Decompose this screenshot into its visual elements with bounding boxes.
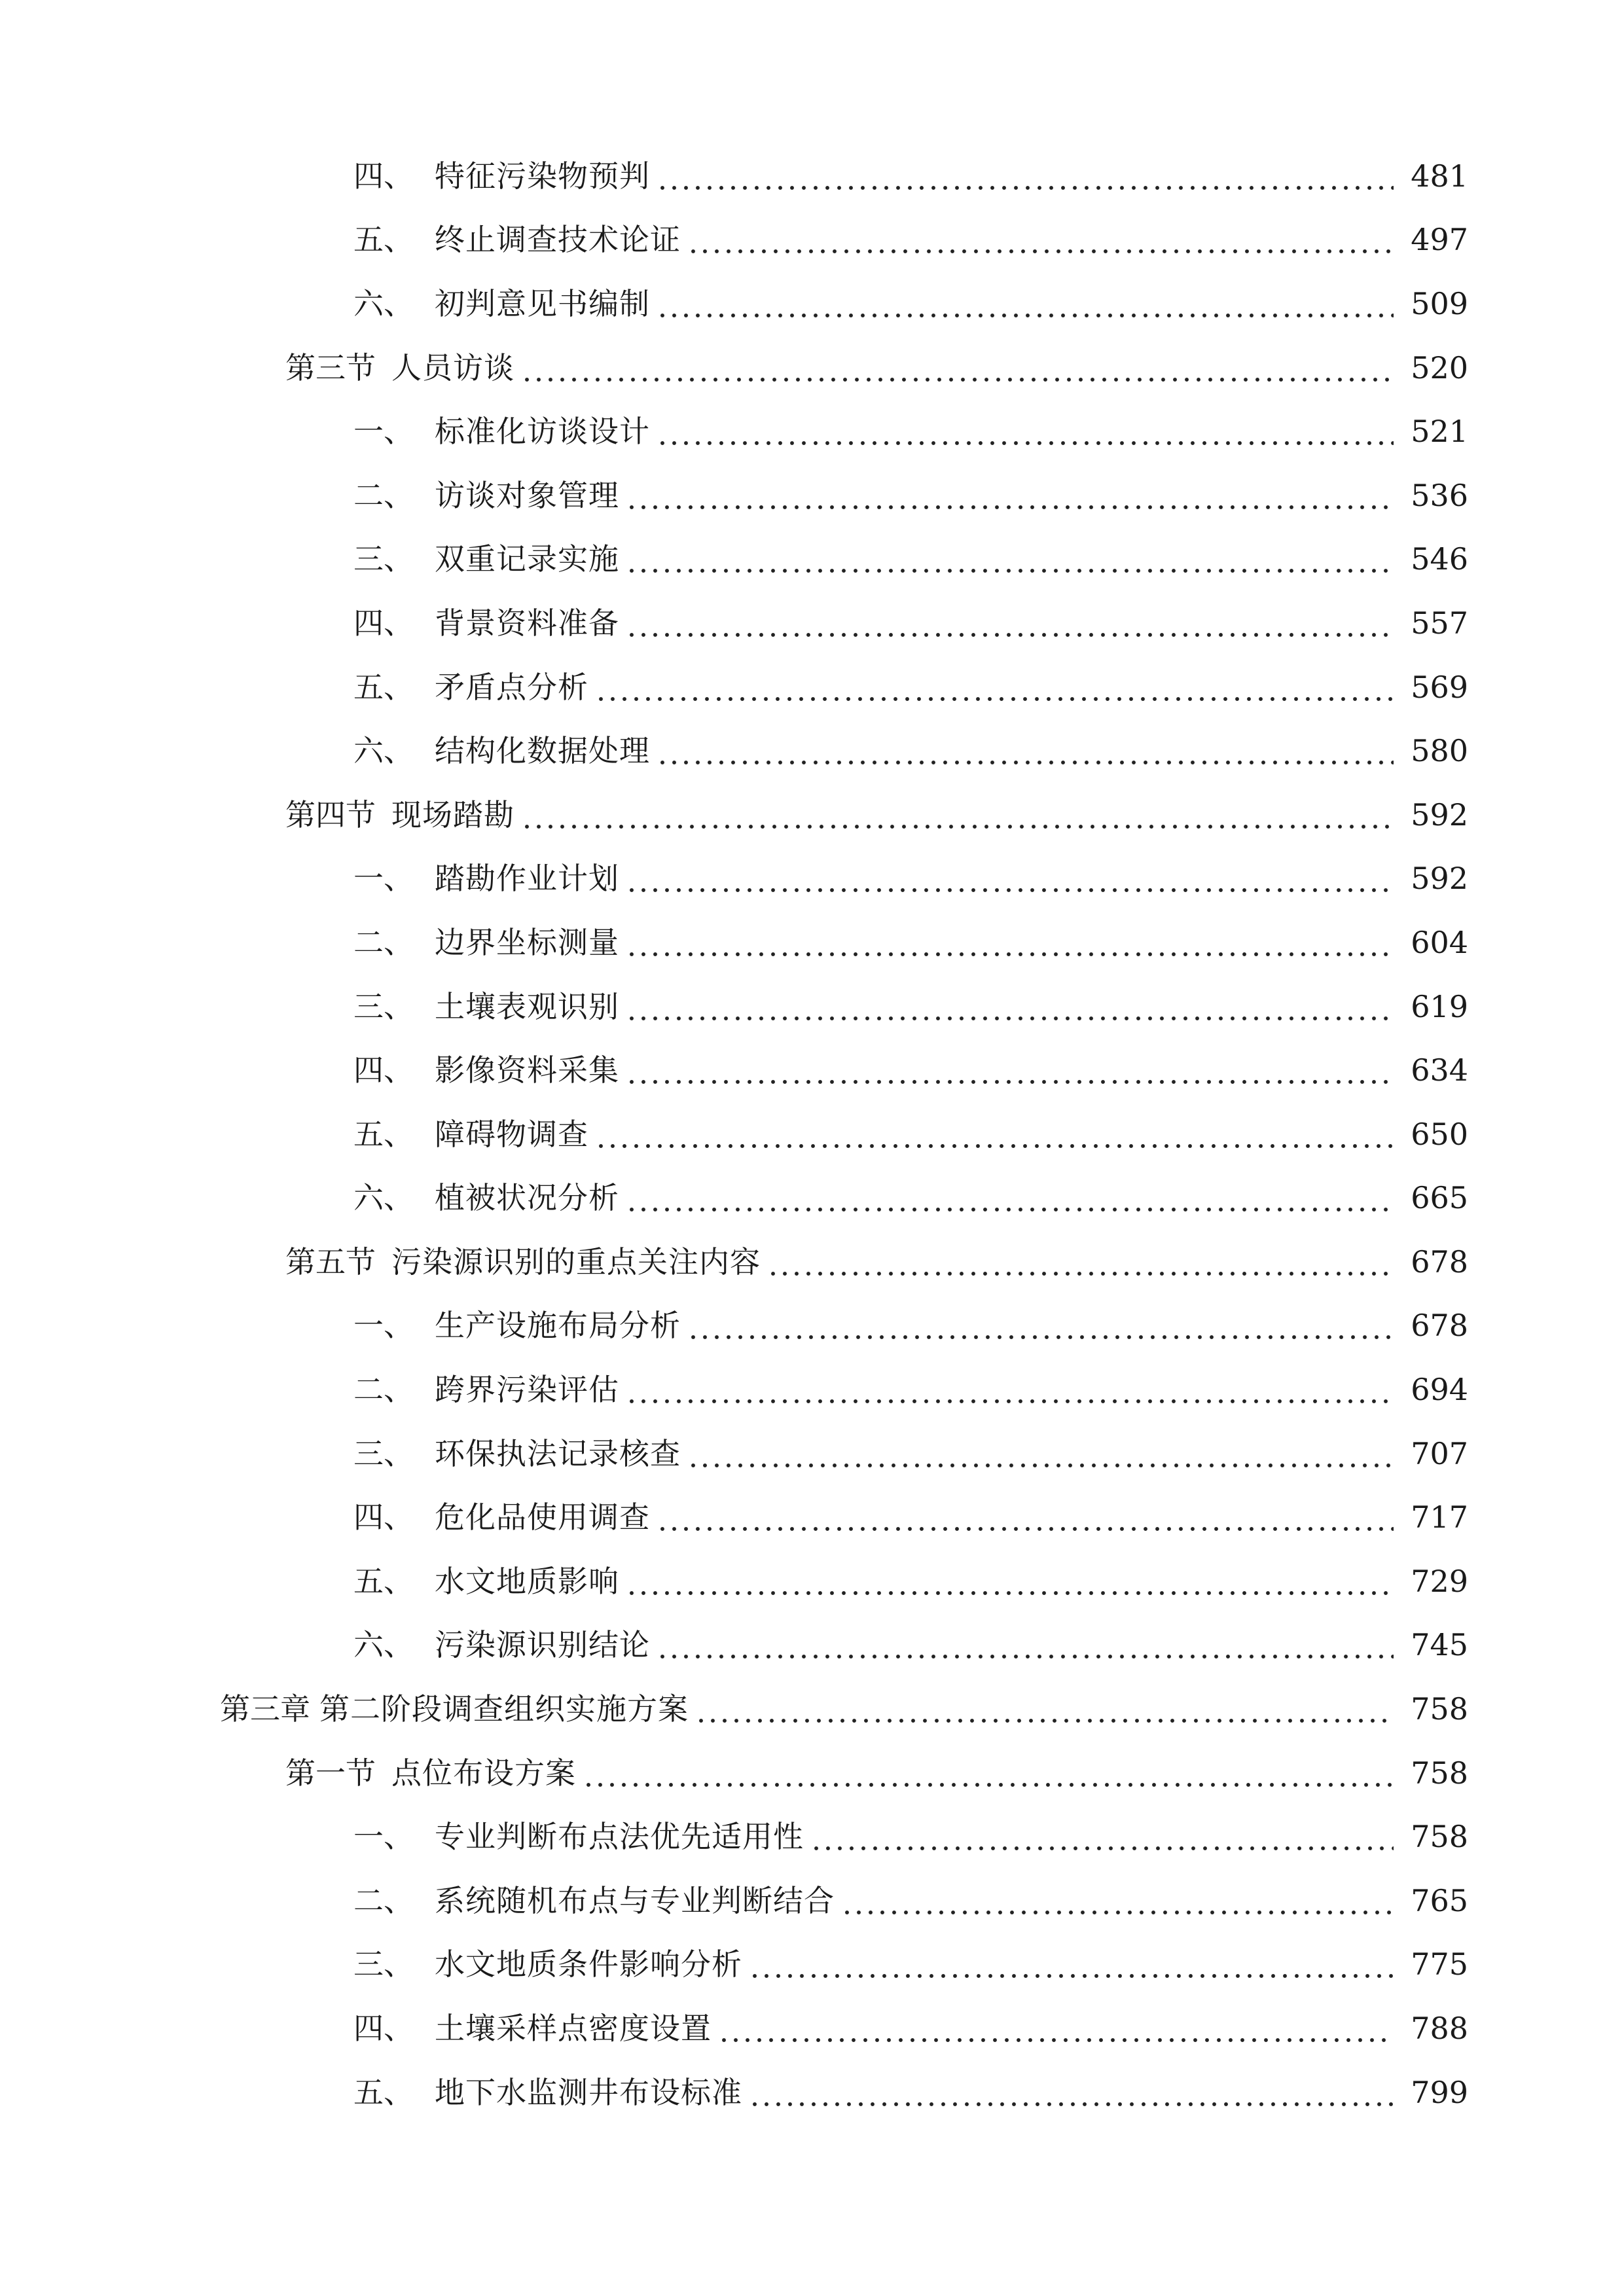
toc-entry[interactable] [0, 272, 1624, 336]
page-number: 707 [1411, 1435, 1468, 1471]
leader-dots [595, 1119, 1394, 1149]
page-number: 678 [1411, 1244, 1468, 1280]
entry-number: 三、 [353, 1435, 414, 1471]
page-number: 634 [1411, 1052, 1468, 1088]
page-number: 650 [1411, 1116, 1468, 1152]
page-number: 758 [1411, 1691, 1468, 1727]
entry-number: 五、 [353, 222, 414, 258]
entry-number: 三、 [353, 541, 414, 577]
leader-dots [626, 480, 1394, 511]
toc-entry[interactable] [0, 1485, 1624, 1549]
toc-entry[interactable] [0, 1357, 1624, 1422]
entry-label: 地下水监测井布设标准 [435, 2074, 742, 2110]
entry-number: 二、 [353, 1882, 414, 1918]
page-number: 546 [1411, 541, 1468, 577]
leader-dots [626, 863, 1394, 893]
leader-dots [626, 1566, 1394, 1596]
leader-dots [626, 1374, 1394, 1405]
page-number: 580 [1411, 733, 1468, 769]
entry-label: 水文地质影响 [435, 1563, 619, 1599]
entry-label: 结构化数据处理 [435, 733, 650, 769]
page-number: 520 [1411, 350, 1468, 386]
toc-entry[interactable] [0, 1996, 1624, 2060]
entry-number: 四、 [353, 1052, 414, 1088]
page-number: 775 [1411, 1946, 1468, 1982]
entry-number: 一、 [353, 861, 414, 897]
entry-label: 第二阶段调查组织实施方案 [319, 1691, 689, 1727]
page-number: 729 [1411, 1563, 1468, 1599]
page-number: 619 [1411, 988, 1468, 1024]
entry-number: 六、 [353, 285, 414, 321]
toc-entry[interactable] [0, 1038, 1624, 1102]
page-number: 758 [1411, 1819, 1468, 1855]
page-number: 799 [1411, 2074, 1468, 2110]
leader-dots [687, 1439, 1394, 1469]
leader-dots [583, 1758, 1394, 1788]
toc-entry[interactable] [0, 144, 1624, 208]
toc-entry[interactable] [0, 655, 1624, 719]
entry-label: 土壤表观识别 [435, 988, 619, 1024]
entry-number: 二、 [353, 1372, 414, 1408]
leader-dots [657, 416, 1394, 446]
toc-entry[interactable] [0, 719, 1624, 783]
page-number: 509 [1411, 285, 1468, 321]
page-number: 678 [1411, 1308, 1468, 1344]
leader-dots [521, 353, 1394, 383]
leader-dots [626, 1183, 1394, 1213]
leader-dots [687, 224, 1394, 255]
entry-number: 六、 [353, 733, 414, 769]
entry-label: 特征污染物预判 [435, 158, 650, 194]
entry-label: 现场踏勘 [391, 797, 514, 833]
leader-dots [810, 1821, 1394, 1852]
entry-label: 初判意见书编制 [435, 285, 650, 321]
table-of-contents [0, 144, 1624, 2124]
leader-dots [657, 736, 1394, 766]
leader-dots [657, 1630, 1394, 1660]
entry-label: 双重记录实施 [435, 541, 619, 577]
page-number: 758 [1411, 1755, 1468, 1791]
page-number: 717 [1411, 1499, 1468, 1535]
entry-label: 植被状况分析 [435, 1180, 619, 1216]
entry-label: 背景资料准备 [435, 605, 619, 641]
page-number: 788 [1411, 2011, 1468, 2047]
toc-entry[interactable] [0, 1166, 1624, 1230]
leader-dots [595, 672, 1394, 702]
toc-entry[interactable] [0, 1613, 1624, 1677]
leader-dots [626, 544, 1394, 574]
entry-number: 五、 [353, 1563, 414, 1599]
leader-dots [767, 1247, 1394, 1277]
entry-number: 二、 [353, 924, 414, 960]
page-number: 592 [1411, 861, 1468, 897]
page-number: 481 [1411, 158, 1468, 194]
entry-number: 五、 [353, 669, 414, 705]
toc-entry[interactable] [0, 1677, 1624, 1741]
toc-entry[interactable] [0, 1741, 1624, 1805]
page-number: 694 [1411, 1372, 1468, 1408]
leader-dots [657, 289, 1394, 319]
toc-entry[interactable] [0, 1230, 1624, 1294]
entry-number: 二、 [353, 477, 414, 513]
entry-number: 六、 [353, 1627, 414, 1663]
page-number: 745 [1411, 1627, 1468, 1663]
entry-number: 三、 [353, 1946, 414, 1982]
leader-dots [521, 800, 1394, 830]
toc-entry[interactable] [0, 208, 1624, 272]
page-number: 521 [1411, 414, 1468, 450]
page-number: 592 [1411, 797, 1468, 833]
leader-dots [841, 1886, 1394, 1916]
entry-number: 第四节 [285, 797, 376, 833]
entry-number: 三、 [353, 988, 414, 1024]
toc-entry[interactable] [0, 1102, 1624, 1166]
entry-label: 影像资料采集 [435, 1052, 619, 1088]
toc-entry[interactable] [0, 783, 1624, 847]
entry-label: 访谈对象管理 [435, 477, 619, 513]
leader-dots [749, 1949, 1394, 1979]
entry-number: 第一节 [285, 1755, 376, 1791]
leader-dots [718, 2013, 1394, 2043]
entry-label: 土壤采样点密度设置 [435, 2011, 712, 2047]
entry-number: 一、 [353, 414, 414, 450]
entry-label: 污染源识别的重点关注内容 [391, 1244, 761, 1280]
entry-number: 一、 [353, 1308, 414, 1344]
entry-label: 环保执法记录核查 [435, 1435, 681, 1471]
toc-entry[interactable] [0, 399, 1624, 463]
entry-number: 五、 [353, 1116, 414, 1152]
toc-entry[interactable] [0, 463, 1624, 528]
page-number: 665 [1411, 1180, 1468, 1216]
toc-entry[interactable] [0, 910, 1624, 975]
toc-entry[interactable] [0, 528, 1624, 592]
entry-number: 四、 [353, 2011, 414, 2047]
entry-number: 四、 [353, 1499, 414, 1535]
entry-label: 系统随机布点与专业判断结合 [435, 1882, 835, 1918]
leader-dots [687, 1310, 1394, 1340]
entry-number: 五、 [353, 2074, 414, 2110]
toc-entry[interactable] [0, 1422, 1624, 1486]
entry-label: 水文地质条件影响分析 [435, 1946, 742, 1982]
entry-label: 踏勘作业计划 [435, 861, 619, 897]
entry-number: 一、 [353, 1819, 414, 1855]
toc-entry[interactable] [0, 1549, 1624, 1613]
entry-label: 跨界污染评估 [435, 1372, 619, 1408]
leader-dots [657, 1502, 1394, 1532]
entry-number: 第三章 [220, 1691, 310, 1727]
entry-label: 点位布设方案 [391, 1755, 576, 1791]
leader-dots [626, 927, 1394, 958]
toc-entry[interactable] [0, 1869, 1624, 1933]
entry-number: 第三节 [285, 350, 376, 386]
leader-dots [695, 1694, 1394, 1724]
page-number: 536 [1411, 477, 1468, 513]
toc-entry[interactable] [0, 2060, 1624, 2125]
entry-label: 终止调查技术论证 [435, 222, 681, 258]
entry-number: 四、 [353, 158, 414, 194]
entry-label: 障碍物调查 [435, 1116, 588, 1152]
toc-entry[interactable] [0, 1294, 1624, 1358]
entry-label: 矛盾点分析 [435, 669, 588, 705]
entry-label: 人员访谈 [391, 350, 514, 386]
entry-label: 危化品使用调查 [435, 1499, 650, 1535]
toc-entry[interactable] [0, 975, 1624, 1039]
entry-label: 生产设施布局分析 [435, 1308, 681, 1344]
entry-label: 污染源识别结论 [435, 1627, 650, 1663]
leader-dots [626, 608, 1394, 638]
toc-entry[interactable] [0, 847, 1624, 911]
entry-number: 六、 [353, 1180, 414, 1216]
page-number: 569 [1411, 669, 1468, 705]
toc-entry[interactable] [0, 336, 1624, 400]
page-number: 765 [1411, 1882, 1468, 1918]
entry-label: 边界坐标测量 [435, 924, 619, 960]
entry-label: 标准化访谈设计 [435, 414, 650, 450]
page-number: 604 [1411, 924, 1468, 960]
leader-dots [749, 2077, 1394, 2108]
page-number: 497 [1411, 222, 1468, 258]
entry-number: 四、 [353, 605, 414, 641]
entry-label: 专业判断布点法优先适用性 [435, 1819, 804, 1855]
leader-dots [657, 161, 1394, 191]
leader-dots [626, 1055, 1394, 1085]
leader-dots [626, 992, 1394, 1022]
toc-entry[interactable] [0, 1804, 1624, 1869]
entry-number: 第五节 [285, 1244, 376, 1280]
toc-entry[interactable] [0, 1933, 1624, 1997]
page-number: 557 [1411, 605, 1468, 641]
toc-entry[interactable] [0, 591, 1624, 655]
